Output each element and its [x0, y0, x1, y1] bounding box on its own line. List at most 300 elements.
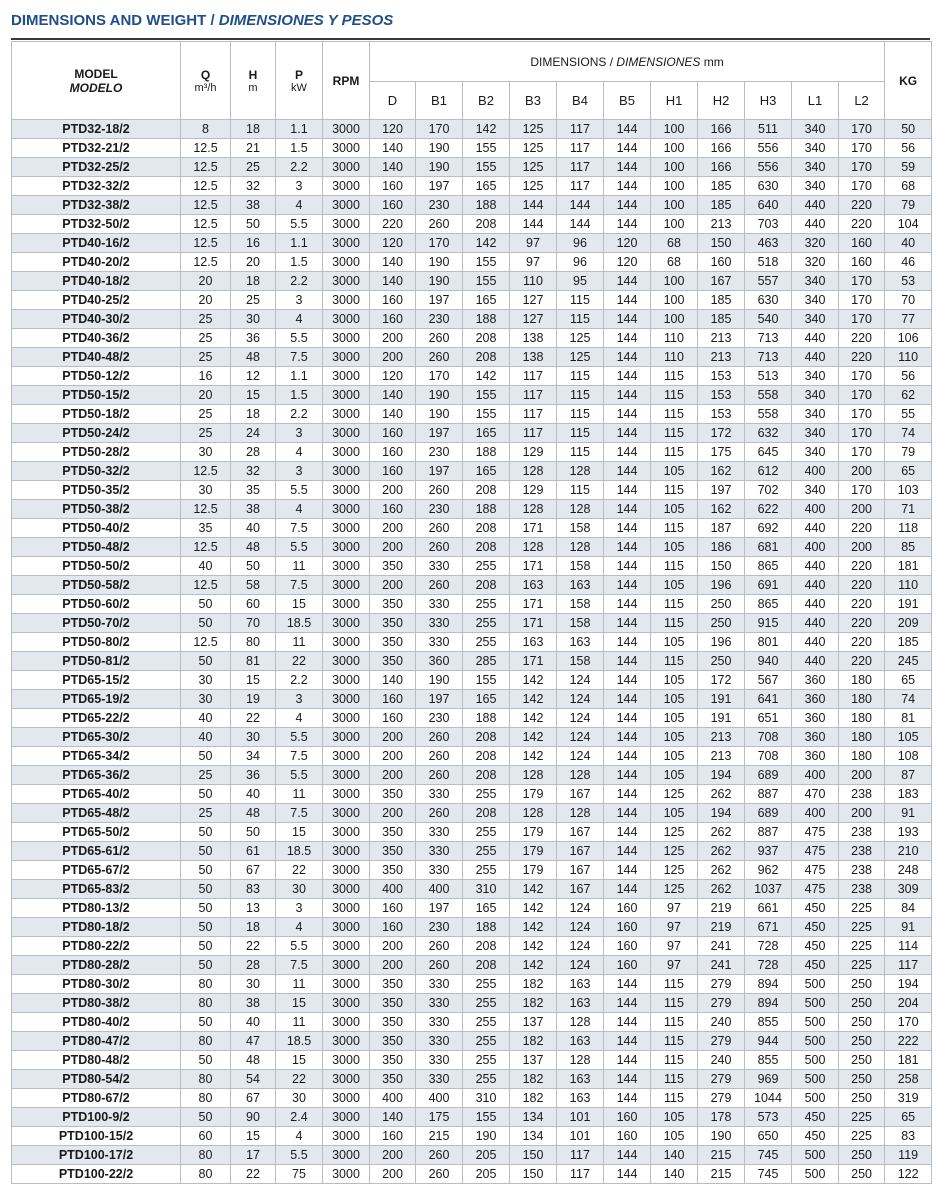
- table-cell: 330: [416, 633, 463, 652]
- table-cell: 5.5: [276, 329, 323, 348]
- table-row: [12, 766, 932, 785]
- table-cell: 105: [651, 709, 698, 728]
- table-cell: 5.5: [276, 766, 323, 785]
- table-cell: 500: [792, 994, 839, 1013]
- table-cell: 220: [839, 652, 885, 671]
- table-cell: 105: [885, 728, 932, 747]
- table-cell: 3000: [323, 614, 370, 633]
- table-cell: 110: [885, 348, 932, 367]
- table-cell: 87: [885, 766, 932, 785]
- table-cell: 463: [745, 234, 792, 253]
- table-cell: 144: [604, 766, 651, 785]
- table-cell: 3000: [323, 1032, 370, 1051]
- table-cell: 3000: [323, 519, 370, 538]
- table-cell: 40: [181, 557, 231, 576]
- table-cell: 645: [745, 443, 792, 462]
- table-cell: 50: [181, 1013, 231, 1032]
- table-row: [12, 728, 932, 747]
- table-cell: 105: [651, 500, 698, 519]
- table-cell: 150: [698, 557, 745, 576]
- table-cell: 3000: [323, 196, 370, 215]
- table-cell: 20: [181, 272, 231, 291]
- table-cell: 165: [463, 690, 510, 709]
- table-cell: 48: [231, 348, 276, 367]
- table-cell: 125: [510, 120, 557, 139]
- table-cell: 692: [745, 519, 792, 538]
- table-cell: 115: [651, 519, 698, 538]
- table-cell: 260: [416, 1165, 463, 1184]
- table-row: [12, 975, 932, 994]
- model-cell: PTD32-50/2: [12, 215, 181, 234]
- table-cell: 255: [463, 785, 510, 804]
- table-cell: 144: [604, 177, 651, 196]
- table-cell: 500: [792, 1051, 839, 1070]
- table-cell: 115: [651, 405, 698, 424]
- table-cell: 3000: [323, 709, 370, 728]
- table-cell: 193: [885, 823, 932, 842]
- table-cell: 350: [370, 1070, 416, 1089]
- table-cell: 144: [604, 139, 651, 158]
- table-cell: 160: [604, 956, 651, 975]
- table-cell: 650: [745, 1127, 792, 1146]
- table-cell: 59: [885, 158, 932, 177]
- table-cell: 213: [698, 348, 745, 367]
- table-cell: 115: [557, 481, 604, 500]
- table-cell: 110: [651, 329, 698, 348]
- table-cell: 513: [745, 367, 792, 386]
- table-cell: 25: [231, 291, 276, 310]
- table-cell: 138: [510, 348, 557, 367]
- table-cell: 400: [792, 538, 839, 557]
- table-cell: 67: [231, 861, 276, 880]
- table-cell: 160: [604, 1108, 651, 1127]
- table-cell: 1.1: [276, 367, 323, 386]
- table-cell: 18: [231, 918, 276, 937]
- model-cell: PTD65-34/2: [12, 747, 181, 766]
- table-cell: 105: [651, 576, 698, 595]
- table-cell: 125: [651, 880, 698, 899]
- table-cell: 400: [416, 1089, 463, 1108]
- table-cell: 32: [231, 462, 276, 481]
- model-cell: PTD50-70/2: [12, 614, 181, 633]
- table-cell: 25: [181, 766, 231, 785]
- table-cell: 262: [698, 861, 745, 880]
- table-cell: 210: [885, 842, 932, 861]
- table-cell: 153: [698, 367, 745, 386]
- table-cell: 330: [416, 1051, 463, 1070]
- table-cell: 167: [557, 861, 604, 880]
- table-cell: 165: [463, 177, 510, 196]
- table-cell: 83: [231, 880, 276, 899]
- table-cell: 179: [510, 861, 557, 880]
- table-cell: 450: [792, 956, 839, 975]
- table-cell: 125: [510, 177, 557, 196]
- table-cell: 258: [885, 1070, 932, 1089]
- header-h: H m: [231, 42, 276, 120]
- table-cell: 144: [604, 310, 651, 329]
- table-cell: 79: [885, 196, 932, 215]
- table-cell: 360: [792, 747, 839, 766]
- table-cell: 103: [885, 481, 932, 500]
- table-cell: 163: [510, 633, 557, 652]
- table-cell: 3000: [323, 253, 370, 272]
- table-cell: 40: [231, 1013, 276, 1032]
- table-cell: 15: [231, 671, 276, 690]
- title-italic: DIMENSIONES Y PESOS: [218, 12, 394, 29]
- model-cell: PTD65-36/2: [12, 766, 181, 785]
- table-cell: 115: [651, 994, 698, 1013]
- table-cell: 190: [463, 1127, 510, 1146]
- table-cell: 160: [370, 899, 416, 918]
- table-cell: 144: [604, 595, 651, 614]
- table-cell: 115: [651, 1070, 698, 1089]
- model-cell: PTD80-30/2: [12, 975, 181, 994]
- table-cell: 13: [231, 899, 276, 918]
- table-cell: 101: [557, 1127, 604, 1146]
- table-cell: 85: [885, 538, 932, 557]
- table-cell: 137: [510, 1051, 557, 1070]
- table-cell: 350: [370, 842, 416, 861]
- model-cell: PTD32-18/2: [12, 120, 181, 139]
- table-cell: 5.5: [276, 215, 323, 234]
- table-cell: 12.5: [181, 538, 231, 557]
- table-cell: 142: [510, 937, 557, 956]
- table-cell: 115: [651, 424, 698, 443]
- table-cell: 360: [792, 709, 839, 728]
- table-cell: 450: [792, 899, 839, 918]
- table-cell: 3000: [323, 728, 370, 747]
- table-cell: 340: [792, 291, 839, 310]
- table-cell: 190: [416, 158, 463, 177]
- table-cell: 144: [604, 158, 651, 177]
- table-cell: 188: [463, 443, 510, 462]
- table-cell: 3: [276, 690, 323, 709]
- table-cell: 115: [651, 652, 698, 671]
- table-cell: 106: [885, 329, 932, 348]
- table-cell: 245: [885, 652, 932, 671]
- table-cell: 36: [231, 766, 276, 785]
- table-cell: 475: [792, 861, 839, 880]
- table-cell: 160: [604, 918, 651, 937]
- table-cell: 140: [370, 139, 416, 158]
- table-cell: 450: [792, 1127, 839, 1146]
- table-cell: 50: [181, 861, 231, 880]
- table-cell: 50: [885, 120, 932, 139]
- table-cell: 80: [181, 1089, 231, 1108]
- table-cell: 213: [698, 747, 745, 766]
- table-row: [12, 1165, 932, 1184]
- table-row: [12, 937, 932, 956]
- table-cell: 196: [698, 633, 745, 652]
- table-cell: 248: [885, 861, 932, 880]
- table-cell: 165: [463, 291, 510, 310]
- table-cell: 158: [557, 557, 604, 576]
- table-cell: 3000: [323, 158, 370, 177]
- table-cell: 440: [792, 329, 839, 348]
- table-row: [12, 1013, 932, 1032]
- table-cell: 11: [276, 633, 323, 652]
- table-cell: 128: [510, 500, 557, 519]
- table-cell: 188: [463, 310, 510, 329]
- table-row: [12, 1051, 932, 1070]
- table-cell: 171: [510, 557, 557, 576]
- table-cell: 475: [792, 880, 839, 899]
- table-cell: 250: [839, 1089, 885, 1108]
- table-cell: 144: [604, 1070, 651, 1089]
- table-row: [12, 443, 932, 462]
- table-cell: 167: [557, 880, 604, 899]
- table-cell: 105: [651, 1108, 698, 1127]
- table-cell: 3000: [323, 1089, 370, 1108]
- table-cell: 115: [651, 557, 698, 576]
- table-cell: 855: [745, 1013, 792, 1032]
- table-cell: 340: [792, 139, 839, 158]
- table-cell: 47: [231, 1032, 276, 1051]
- table-cell: 330: [416, 1013, 463, 1032]
- table-cell: 255: [463, 557, 510, 576]
- table-cell: 208: [463, 215, 510, 234]
- table-cell: 937: [745, 842, 792, 861]
- table-cell: 2.2: [276, 405, 323, 424]
- table-cell: 100: [651, 139, 698, 158]
- table-cell: 865: [745, 595, 792, 614]
- table-cell: 350: [370, 595, 416, 614]
- table-cell: 197: [416, 424, 463, 443]
- table-row: [12, 1108, 932, 1127]
- table-cell: 50: [231, 557, 276, 576]
- table-cell: 12.5: [181, 500, 231, 519]
- table-cell: 134: [510, 1127, 557, 1146]
- table-cell: 200: [370, 481, 416, 500]
- table-cell: 158: [557, 595, 604, 614]
- table-cell: 165: [463, 424, 510, 443]
- dimensions-table: [11, 41, 932, 1184]
- table-cell: 969: [745, 1070, 792, 1089]
- table-cell: 208: [463, 766, 510, 785]
- table-cell: 115: [651, 595, 698, 614]
- table-cell: 225: [839, 899, 885, 918]
- table-cell: 144: [604, 424, 651, 443]
- table-cell: 340: [792, 367, 839, 386]
- table-cell: 140: [370, 253, 416, 272]
- table-cell: 129: [510, 481, 557, 500]
- table-cell: 279: [698, 1032, 745, 1051]
- table-cell: 125: [651, 823, 698, 842]
- table-cell: 170: [839, 386, 885, 405]
- table-cell: 962: [745, 861, 792, 880]
- table-cell: 671: [745, 918, 792, 937]
- table-cell: 556: [745, 158, 792, 177]
- table-cell: 440: [792, 576, 839, 595]
- table-cell: 12.5: [181, 196, 231, 215]
- model-cell: PTD65-19/2: [12, 690, 181, 709]
- table-cell: 208: [463, 576, 510, 595]
- table-cell: 96: [557, 253, 604, 272]
- table-cell: 440: [792, 557, 839, 576]
- table-cell: 260: [416, 728, 463, 747]
- model-cell: PTD50-48/2: [12, 538, 181, 557]
- table-row: [12, 310, 932, 329]
- table-cell: 62: [885, 386, 932, 405]
- table-cell: 30: [181, 671, 231, 690]
- table-cell: 100: [651, 120, 698, 139]
- table-cell: 209: [885, 614, 932, 633]
- table-cell: 230: [416, 500, 463, 519]
- model-cell: PTD100-9/2: [12, 1108, 181, 1127]
- table-cell: 230: [416, 918, 463, 937]
- table-cell: 3000: [323, 823, 370, 842]
- table-cell: 197: [416, 690, 463, 709]
- table-cell: 30: [276, 1089, 323, 1108]
- table-cell: 158: [557, 652, 604, 671]
- table-cell: 3000: [323, 975, 370, 994]
- table-cell: 713: [745, 348, 792, 367]
- table-cell: 3000: [323, 1127, 370, 1146]
- table-cell: 3000: [323, 1165, 370, 1184]
- model-cell: PTD80-40/2: [12, 1013, 181, 1032]
- table-cell: 24: [231, 424, 276, 443]
- table-cell: 208: [463, 481, 510, 500]
- table-cell: 80: [181, 994, 231, 1013]
- table-cell: 1.5: [276, 253, 323, 272]
- table-cell: 3000: [323, 329, 370, 348]
- table-cell: 50: [181, 785, 231, 804]
- table-cell: 125: [557, 329, 604, 348]
- table-cell: 128: [557, 766, 604, 785]
- table-cell: 200: [370, 956, 416, 975]
- table-cell: 691: [745, 576, 792, 595]
- table-cell: 220: [370, 215, 416, 234]
- table-cell: 38: [231, 994, 276, 1013]
- table-cell: 38: [231, 196, 276, 215]
- table-cell: 260: [416, 804, 463, 823]
- table-cell: 128: [557, 500, 604, 519]
- model-cell: PTD65-30/2: [12, 728, 181, 747]
- table-cell: 4: [276, 310, 323, 329]
- table-row: [12, 671, 932, 690]
- table-cell: 117: [557, 158, 604, 177]
- table-cell: 101: [557, 1108, 604, 1127]
- table-cell: 330: [416, 614, 463, 633]
- table-cell: 166: [698, 158, 745, 177]
- table-cell: 165: [463, 462, 510, 481]
- table-cell: 8: [181, 120, 231, 139]
- table-cell: 140: [370, 405, 416, 424]
- table-cell: 97: [651, 899, 698, 918]
- table-cell: 708: [745, 747, 792, 766]
- table-cell: 160: [604, 1127, 651, 1146]
- table-cell: 200: [370, 576, 416, 595]
- table-cell: 3000: [323, 120, 370, 139]
- table-cell: 220: [839, 348, 885, 367]
- table-cell: 115: [651, 1013, 698, 1032]
- table-cell: 160: [698, 253, 745, 272]
- table-cell: 350: [370, 785, 416, 804]
- table-cell: 713: [745, 329, 792, 348]
- table-cell: 140: [651, 1165, 698, 1184]
- table-cell: 3000: [323, 1070, 370, 1089]
- table-cell: 117: [557, 120, 604, 139]
- model-cell: PTD50-24/2: [12, 424, 181, 443]
- table-cell: 110: [651, 348, 698, 367]
- table-cell: 260: [416, 481, 463, 500]
- table-cell: 142: [463, 120, 510, 139]
- table-cell: 11: [276, 785, 323, 804]
- table-cell: 220: [839, 633, 885, 652]
- table-cell: 115: [651, 367, 698, 386]
- table-cell: 3000: [323, 633, 370, 652]
- table-cell: 279: [698, 975, 745, 994]
- table-cell: 144: [604, 861, 651, 880]
- table-row: [12, 576, 932, 595]
- table-cell: 158: [557, 519, 604, 538]
- table-cell: 3000: [323, 500, 370, 519]
- table-cell: 475: [792, 842, 839, 861]
- table-cell: 255: [463, 994, 510, 1013]
- page-title: [11, 12, 393, 29]
- table-cell: 3000: [323, 595, 370, 614]
- table-cell: 3000: [323, 405, 370, 424]
- table-cell: 260: [416, 519, 463, 538]
- table-cell: 160: [839, 253, 885, 272]
- table-cell: 120: [370, 367, 416, 386]
- table-cell: 3000: [323, 443, 370, 462]
- table-cell: 25: [181, 348, 231, 367]
- table-cell: 25: [181, 405, 231, 424]
- table-cell: 100: [651, 310, 698, 329]
- table-cell: 56: [885, 367, 932, 386]
- table-cell: 115: [651, 1051, 698, 1070]
- table-cell: 681: [745, 538, 792, 557]
- table-cell: 105: [651, 462, 698, 481]
- table-cell: 34: [231, 747, 276, 766]
- table-cell: 182: [510, 975, 557, 994]
- table-cell: 15: [231, 1127, 276, 1146]
- model-cell: PTD50-81/2: [12, 652, 181, 671]
- table-cell: 350: [370, 633, 416, 652]
- table-cell: 117: [510, 386, 557, 405]
- table-cell: 3000: [323, 747, 370, 766]
- table-cell: 3000: [323, 956, 370, 975]
- table-cell: 255: [463, 614, 510, 633]
- table-cell: 3000: [323, 690, 370, 709]
- table-cell: 30: [181, 443, 231, 462]
- header-dim-b5: B5: [604, 82, 651, 120]
- table-cell: 15: [276, 595, 323, 614]
- table-cell: 48: [231, 538, 276, 557]
- table-cell: 55: [885, 405, 932, 424]
- table-cell: 144: [510, 196, 557, 215]
- model-cell: PTD40-20/2: [12, 253, 181, 272]
- table-cell: 158: [557, 614, 604, 633]
- table-cell: 117: [885, 956, 932, 975]
- table-cell: 167: [557, 823, 604, 842]
- table-cell: 240: [698, 1051, 745, 1070]
- table-cell: 97: [651, 937, 698, 956]
- table-cell: 144: [604, 671, 651, 690]
- table-cell: 440: [792, 652, 839, 671]
- model-cell: PTD50-40/2: [12, 519, 181, 538]
- table-cell: 500: [792, 1165, 839, 1184]
- table-cell: 3000: [323, 291, 370, 310]
- table-cell: 170: [839, 177, 885, 196]
- model-cell: PTD80-18/2: [12, 918, 181, 937]
- table-cell: 70: [231, 614, 276, 633]
- table-cell: 180: [839, 671, 885, 690]
- table-cell: 285: [463, 652, 510, 671]
- table-cell: 180: [839, 709, 885, 728]
- table-cell: 1.5: [276, 386, 323, 405]
